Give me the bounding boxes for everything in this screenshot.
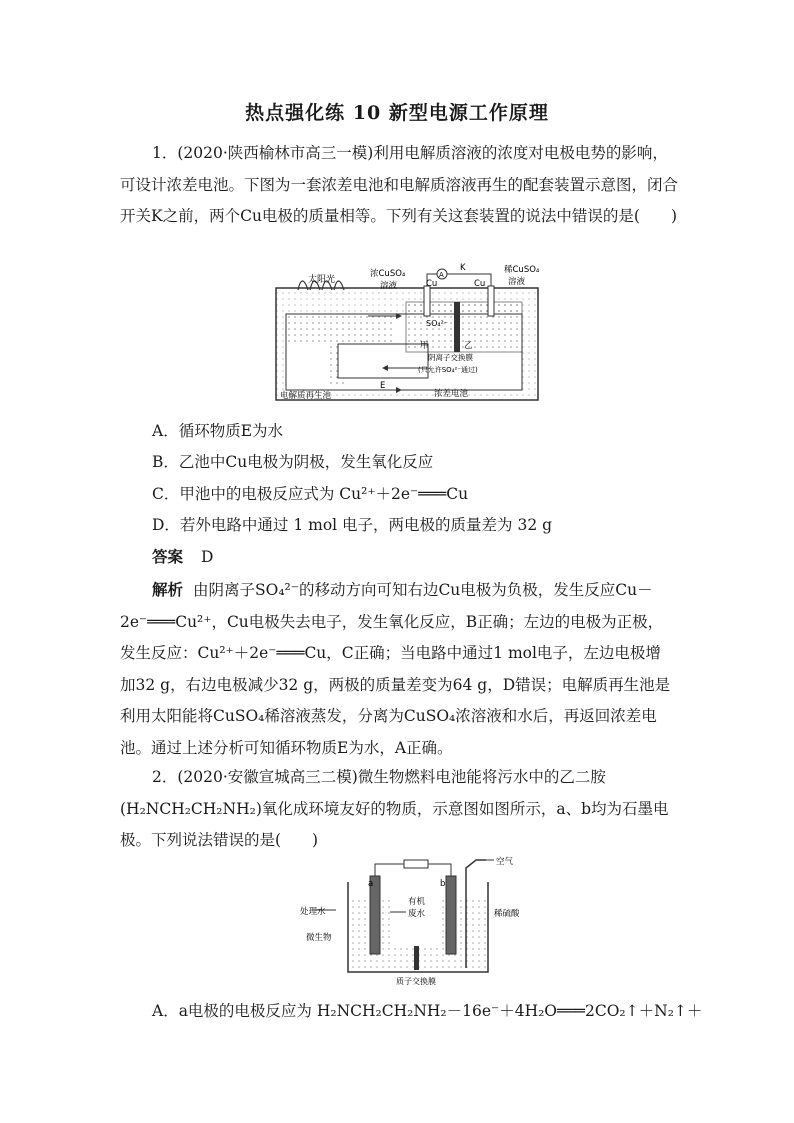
label-dilute-acid: 稀硫酸 [494, 909, 520, 919]
label-electrode-a: a [368, 879, 374, 889]
label-cu-right: Cu [474, 279, 486, 289]
answer-value: D [201, 548, 214, 566]
question-1-stem: 1．(2020·陕西榆林市高三一模)利用电解质溶液的浓度对电极电势的影响，可设计浓差电池。下图为一套浓差电池和电解质溶液再生的配套装置示意图，闭合开关K之前，两个Cu电极的质量相等。下列有关这套装置的说法中错误的是( ) [120, 144, 679, 225]
figure-microbial-fuel-cell [296, 856, 536, 990]
label-treated-water: 处理水 [300, 907, 326, 917]
q1-option-d: D．若外电路中通过 1 mol 电子，两电极的质量差为 32 g [152, 516, 553, 534]
q1-analysis [120, 574, 676, 764]
answer-label: 答案 [152, 547, 184, 566]
label-left-solution-1: 浓CuSO₄ [370, 269, 406, 279]
label-concentration-cell: 浓差电池 [434, 389, 469, 399]
q1-option-a: A．循环物质E为水 [152, 422, 284, 440]
label-cu-left: Cu [426, 279, 438, 289]
label-left-solution-2: 溶液 [380, 281, 398, 291]
label-membrane-2: (只允许SO₄²⁻通过) [418, 366, 478, 374]
figure-concentration-cell [268, 260, 548, 414]
analysis-text: 由阴离子SO₄²⁻的移动方向可知右边Cu电极为负极，发生反应Cu－2e⁻═══Cu²⁺，Cu电极失去电子，发生氧化反应，B正确；左边的电极为正极，发生反应：Cu²⁺＋2e⁻═══Cu，C正确；当电路中通过1 mol电子，左边电极增加32 g，右边电极减少32 g，两极的质量差变为64 g，D错误；电解质再生池是利用太阳能将CuSO₄稀溶液蒸发，分离为CuSO₄浓溶液和水后，再返回浓差电池。通过上述分析可知循环物质E为水，A正确。 [120, 581, 671, 757]
label-jia: 甲 [420, 341, 429, 351]
label-membrane-1: 阴离子交换膜 [428, 353, 473, 362]
label-right-solution-1: 稀CuSO₄ [504, 265, 540, 275]
label-organic-2: 废水 [408, 909, 426, 919]
page-title: 热点强化练 10 新型电源工作原理 [245, 102, 549, 124]
label-electrode-b: b [440, 879, 446, 889]
label-air: 空气 [496, 857, 514, 867]
q1-option-c: C．甲池中的电极反应式为 Cu²⁺＋2e⁻═══Cu [152, 485, 469, 503]
label-yi: 乙 [464, 341, 473, 351]
label-proton-membrane: 质子交换膜 [396, 977, 436, 986]
label-flow-e: E [380, 381, 386, 391]
question-2-stem: 2．(2020·安徽宣城高三二模)微生物燃料电池能将污水中的乙二胺(H₂NCH₂CH₂NH₂)氧化成环境友好的物质，示意图如图所示，a、b均为石墨电极。下列说法错误的是( ) [120, 768, 669, 849]
q1-answer [152, 542, 213, 572]
ammeter-icon: A [439, 271, 444, 279]
q2-option-a: A．a电极的电极反应为 H₂NCH₂CH₂NH₂－16e⁻＋4H₂O═══2CO₂↑＋N₂↑＋ [152, 1002, 703, 1020]
label-switch: K [460, 263, 466, 273]
label-organic-1: 有机 [408, 897, 426, 907]
label-microbe: 微生物 [306, 933, 332, 943]
analysis-label: 解析 [152, 580, 184, 599]
label-sun: 太阳光 [308, 275, 336, 285]
label-regen-pool: 电解质再生池 [280, 391, 332, 401]
q1-option-b: B．乙池中Cu电极为阴极，发生氧化反应 [152, 453, 434, 471]
label-right-solution-2: 溶液 [508, 277, 526, 287]
label-ion: SO₄²⁻ [426, 319, 449, 328]
